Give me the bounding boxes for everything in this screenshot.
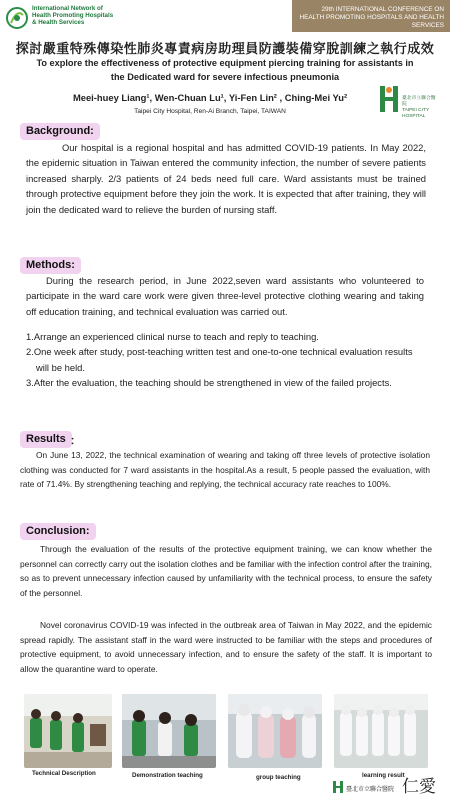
background-heading: Background: — [20, 123, 100, 140]
caption-technical-description: Technical Description — [32, 770, 96, 777]
authors: Meei-huey Liang¹, Wen-Chuan Lu¹, Yi-Fen Lin² , Ching-Mei Yu² — [72, 92, 348, 103]
footer-hospital: 臺北市立聯合醫院 — [346, 786, 395, 793]
footer-seal: 仁愛 — [402, 777, 436, 797]
caption-demonstration-teaching: Demonstration teaching — [132, 772, 203, 779]
results-colon: ： — [70, 434, 81, 447]
caption-learning-result: learning result — [362, 772, 405, 779]
photo-demonstration-teaching — [122, 694, 216, 768]
footer-logo — [332, 772, 442, 796]
conclusion-paragraph-2: Novel coronavirus COVID-19 was infected in the outbreak area of Taiwan in May 2022, and the epidemic spread rapidly. The assistant staff in the ward were instructed to be familiar with the steps and procedures of protective equipment, to avoid unnecessary infection, and to ensure the safety of the staff. It is important to allow the quarantine ward to operate. — [20, 620, 432, 674]
results-heading-label: Results — [26, 433, 66, 445]
hph-network-icon — [6, 5, 28, 31]
background-text: Our hospital is a regional hospital and has admitted COVID-19 patients. In May 2022, the epidemic situation in Taiwan entered the community infection, the number of severe patients increased sharply. 2/3 patients of 24 beds need full care. Ward assistants must be trained through protective equipment before they join the work. It is expected that after training, they will join the dedicated ward to relieve the burden of nursing staff. — [26, 142, 426, 215]
english-title-line-1: To explore the effectiveness of protective equipment piercing training for assistants in — [36, 58, 414, 68]
hospital-logo — [378, 84, 438, 124]
results-heading — [20, 431, 72, 448]
photo-technical-description — [24, 694, 112, 768]
hospital-h-icon — [378, 84, 400, 114]
caption-group-teaching: group teaching — [256, 774, 301, 781]
english-title-line-2: the Dedicated ward for severe infectious pneumonia — [110, 72, 340, 82]
photo-learning-result — [334, 694, 428, 768]
english-title — [20, 56, 430, 84]
footer-h-icon — [332, 780, 344, 794]
logo-line-1: International Network of — [32, 5, 103, 12]
hospital-logo-en: TAIPEI CITY HOSPITAL — [402, 108, 430, 119]
logo-line-2: Health Promoting Hospitals — [32, 12, 114, 20]
results-text: On June 13, 2022, the technical examination of wearing and taking off three levels of protective isolation clothing was conducted for 7 ward assistants in the hospital.As a result, 5 people passed the evaluation, with rate of 71.4%. By strengthening teaching and replying, the technical accuracy rate reaches to 100%. — [20, 450, 430, 490]
conference-line-2: HEALTH PROMOTING HOSPITALS AND HEALTH SERVICES — [299, 14, 444, 29]
methods-heading: Methods: — [20, 257, 81, 274]
affiliation: Taipei City Hospital, Ren-Ai Branch, Taipei, TAIWAN — [134, 108, 286, 115]
poster-header — [0, 0, 450, 38]
methods-intro: During the research period, in June 2022,seven ward assistants who volunteered to participate in the ward care work were given three-level protective clothing wearing and taking off education training, and technical evaluation was carried out. — [26, 275, 424, 317]
chinese-title: 探討嚴重特殊傳染性肺炎專責病房助理員防護裝備穿脫訓練之執行成效 — [15, 42, 435, 57]
methods-item-1: 1.Arrange an experienced clinical nurse to teach and reply to teaching. — [26, 331, 319, 342]
photo-group-teaching — [228, 694, 322, 768]
methods-item-2: 2.One week after study, post-teaching written test and one-to-one technical evaluation results will be held. — [26, 346, 413, 373]
hph-network-logo — [6, 3, 156, 33]
conclusion-paragraph-1: Through the evaluation of the results of the protective equipment training, we can know whether the personnel can correctly carry out the isolation clothes and be familiar with the infection control after the training, so as to prevent unnecessary infection caused by unfamiliarity with the technical process, to ensure the safety of the personnel. — [20, 544, 432, 598]
methods-list — [26, 329, 426, 391]
conference-line-1: 29th INTERNATIONAL CONFERENCE ON — [321, 6, 444, 13]
methods-item-3: 3.After the evaluation, the teaching should be strengthened in view of the failed projects. — [26, 377, 392, 389]
logo-line-3: & Health Services — [32, 19, 85, 27]
hospital-logo-zh: 臺北市立聯合醫院 — [402, 96, 436, 107]
conclusion-heading: Conclusion: — [20, 523, 96, 540]
conference-banner — [292, 0, 450, 32]
